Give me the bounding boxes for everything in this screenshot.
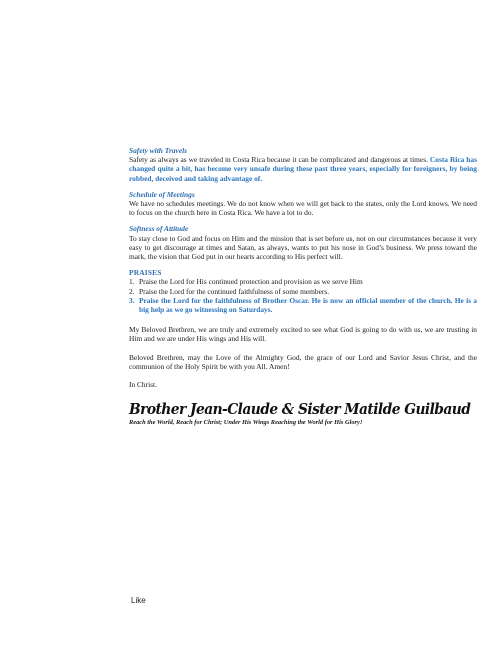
closing-paragraph-2: Beloved Brethren, may the Love of the Almighty God, the grace of our Lord and Savior Jesus Christ, and the communion of the Holy Spirit be with you All. Amen!	[129, 352, 477, 371]
list-number: 3.	[129, 295, 135, 305]
praises-list	[129, 277, 477, 314]
signature-name: Brother Jean-Claude & Sister Matilde Guilbaud	[129, 400, 471, 419]
section-title-meetings: Schedule of Meetings	[129, 189, 195, 199]
closing-in-christ: In Christ.	[129, 380, 157, 390]
praises-title: PRAISES	[129, 268, 162, 278]
spacer	[129, 371, 477, 380]
spacer	[129, 314, 477, 325]
spacer	[129, 217, 477, 224]
spacer	[129, 183, 477, 190]
safety-text: Safety as always as we traveled in Costa Rica because it can be complicated and dangerous at times.	[129, 155, 428, 165]
list-number: 2.	[129, 286, 135, 296]
section-paragraph-safety	[129, 155, 477, 183]
section-paragraph-meetings: We have no schedules meetings. We do not know when we will get back to the states, only the Lord knows. We need to focus on the church here in Costa Rica. We have a lot to do.	[129, 199, 477, 218]
safety-highlight: Costa Rica has changed quite a bit, has become very unsafe during these past three years, especially for foreigners, by being robbed, deceived and taking advantage of.	[129, 155, 477, 183]
list-item	[129, 277, 477, 286]
list-item	[129, 287, 477, 296]
list-item-text: Praise the Lord for the faithfulness of Brother Oscar. He is now an official member of the church. He is a big help as we go witnessing on Saturdays.	[139, 295, 477, 315]
spacer	[129, 261, 477, 268]
like-link[interactable]: Like	[131, 596, 146, 605]
section-paragraph-attitude: To stay close to God and focus on Him and the mission that is set before us, not on our circumstances because it very easy to get discourage at times and Satan, as always, wants to put his nose in God’s business. We press toward the mark, the vision that God put in our hearts according to His perfect will.	[129, 233, 477, 262]
spacer	[129, 389, 477, 400]
signature-tagline: Reach the World, Reach for Christ; Under His Wings Reaching the World for His Glory!	[129, 419, 363, 427]
section-title-attitude: Softness of Attitude	[129, 224, 189, 234]
spacer	[129, 344, 477, 353]
section-title-safety: Safety with Travels	[129, 146, 188, 155]
newsletter-body	[129, 146, 477, 427]
list-number: 1.	[129, 277, 135, 287]
list-item	[129, 296, 477, 314]
list-item-text: Praise the Lord for the continued faithfulness of some members.	[139, 286, 330, 296]
list-item-text: Praise the Lord for His continued protection and provision as we serve Him	[139, 277, 363, 287]
closing-paragraph-1: My Beloved Brethren, we are truly and extremely excited to see what God is going to do with us, we are trusting in Him and we are under His wings and His will.	[129, 325, 477, 344]
